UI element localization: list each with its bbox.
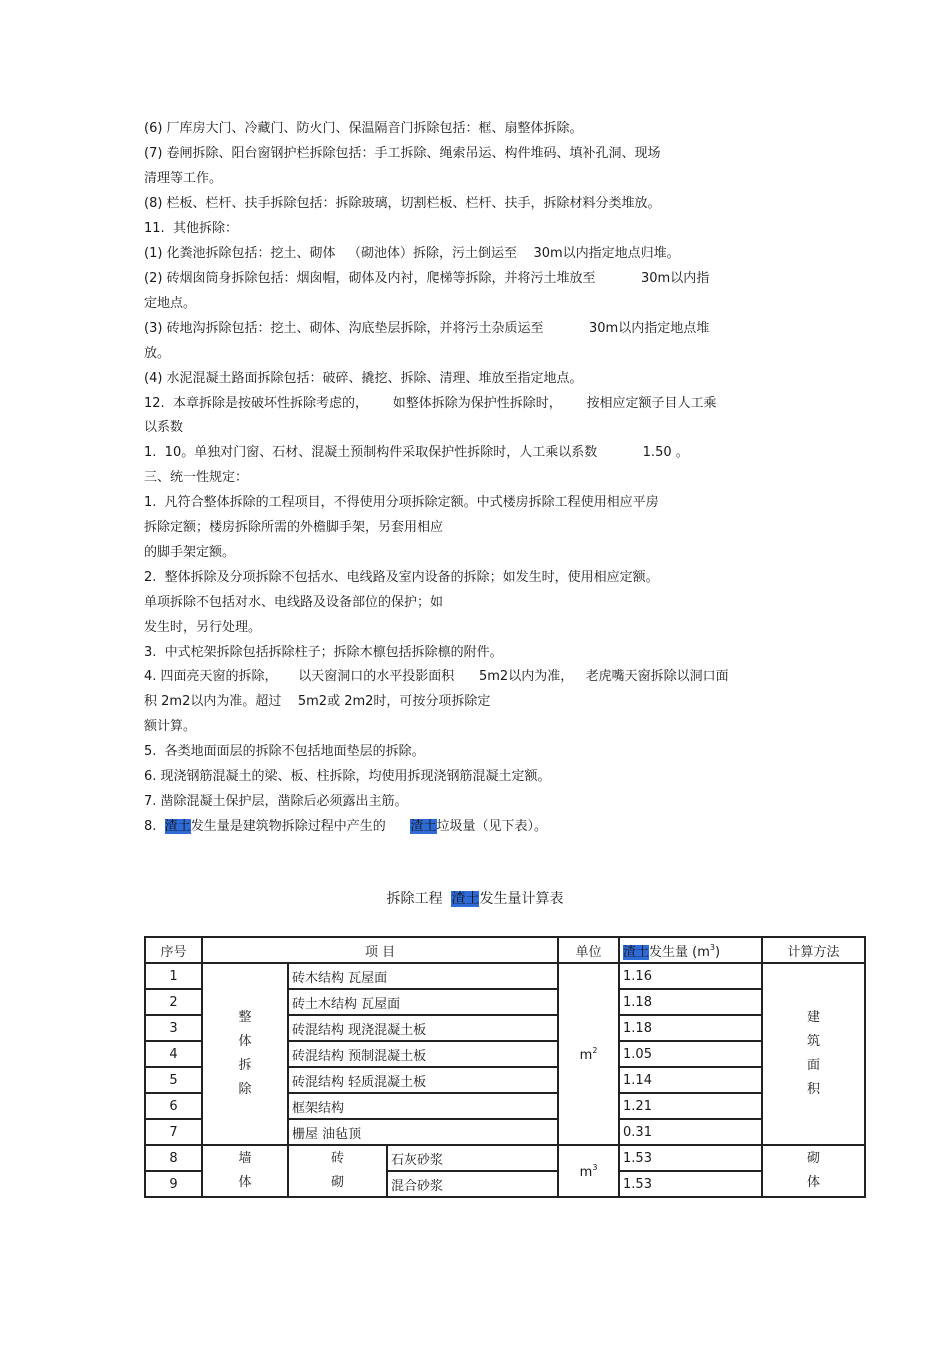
method-masonry: [763, 1146, 866, 1198]
text-line-8: [144, 819, 547, 835]
row-no: 8: [146, 1146, 203, 1172]
text-line: 清理等工作。: [144, 171, 223, 186]
highlight-term: 渣土: [164, 819, 191, 834]
header-amount-text: 发生量 (m: [649, 944, 710, 960]
line8-prefix: 8.: [144, 819, 165, 834]
text-line: (1) 化粪池拆除包括：挖土、砌体 （砌池体）拆除，污土倒运至 30m以内指定地点归堆。: [144, 246, 680, 261]
text-line: 4. 四面亮天窗的拆除， 以天窗洞口的水平投影面积 5m2以内为准， 老虎嘴天窗拆除以洞口面: [144, 669, 729, 684]
method-char: 砌: [807, 1151, 821, 1166]
row-amount: 1.53: [620, 1172, 763, 1198]
text-line: (8) 栏板、栏杆、扶手拆除包括：拆除玻璃，切割栏板、栏杆、扶手，拆除材料分类堆放。: [144, 196, 661, 211]
row-item: 砖混结构 预制混凝土板: [289, 1042, 559, 1068]
text-line: 1. 10。单独对门窗、石材、混凝土预制构件采取保护性拆除时，人工乘以系数 1.50 。: [144, 445, 689, 460]
row-no: 4: [146, 1042, 203, 1068]
table-row: [146, 964, 866, 990]
unit-m2: [559, 964, 620, 1146]
caption-pre: 拆除工程: [386, 891, 452, 907]
text-line: 以系数: [144, 420, 184, 435]
text-line: (6) 厂库房大门、冷藏门、防火门、保温隔音门拆除包括：框、扇整体拆除。: [144, 121, 583, 136]
row-item: 砖混结构 轻质混凝土板: [289, 1068, 559, 1094]
text-line: 定地点。: [144, 296, 197, 311]
text-line: 6. 现浇钢筋混凝土的梁、板、柱拆除，均使用拆现浇钢筋混凝土定额。: [144, 769, 551, 784]
row-amount: 1.18: [620, 1016, 763, 1042]
line8-mid: 发生量是建筑物拆除过程中产生的: [190, 819, 411, 834]
text-line: 单项拆除不包括对水、电线路及设备部位的保护；如: [144, 595, 444, 610]
group-char: 除: [238, 1082, 252, 1097]
row-item: 栅屋 油毡顶: [289, 1120, 559, 1146]
row-amount: 1.14: [620, 1068, 763, 1094]
text-line: 额计算。: [144, 719, 197, 734]
group-whole-demolition: [203, 964, 289, 1146]
text-line: (7) 卷闸拆除、阳台窗钢护栏拆除包括：手工拆除、绳索吊运、构件堆码、填补孔洞、现场: [144, 146, 661, 161]
group-char: 体: [238, 1034, 252, 1049]
text-line: 7. 凿除混凝土保护层，凿除后必须露出主筋。: [144, 794, 408, 809]
row-amount: 1.05: [620, 1042, 763, 1068]
group-brick-masonry: [289, 1146, 388, 1198]
unit-sup: 3: [592, 1162, 598, 1172]
row-item: 砖木结构 瓦屋面: [289, 964, 559, 990]
row-amount: 1.16: [620, 964, 763, 990]
line8-suffix: 垃圾量（见下表）。: [436, 819, 548, 834]
row-no: 3: [146, 1016, 203, 1042]
text-line: 的脚手架定额。: [144, 545, 236, 560]
text-line: 12. 本章拆除是按破坏性拆除考虑的， 如整体拆除为保护性拆除时， 按相应定额子目人工乘: [144, 396, 717, 411]
header-unit: 单位: [559, 938, 620, 964]
text-line: 放。: [144, 346, 171, 361]
method-building-area: [763, 964, 866, 1146]
method-char: 建: [807, 1010, 821, 1025]
row-amount: 1.21: [620, 1094, 763, 1120]
method-char: 面: [807, 1058, 821, 1073]
row-no: 9: [146, 1172, 203, 1198]
group-char: 整: [238, 1010, 252, 1025]
text-line: (3) 砖地沟拆除包括：挖土、砌体、沟底垫层拆除，并将污土杂质运至 30m以内指定地点堆: [144, 321, 710, 336]
group-wall: [203, 1146, 289, 1198]
table-caption: [0, 889, 950, 909]
group-char: 体: [238, 1175, 252, 1190]
header-amount-close: ): [715, 944, 721, 960]
text-line: 积 2m2以内为准。超过 5m2或 2m2时，可按分项拆除定: [144, 694, 491, 709]
row-no: 6: [146, 1094, 203, 1120]
header-amount-sup: 3: [709, 942, 716, 952]
caption-post: 发生量计算表: [479, 891, 564, 907]
text-line: 11. 其他拆除：: [144, 221, 238, 236]
header-no: 序号: [146, 938, 203, 964]
text-line: 2. 整体拆除及分项拆除不包括水、电线路及室内设备的拆除；如发生时，使用相应定额。: [144, 570, 659, 585]
header-item: 项 目: [203, 938, 559, 964]
highlight-term: 渣土: [451, 891, 480, 907]
text-line: 1. 凡符合整体拆除的工程项目，不得使用分项拆除定额。中式楼房拆除工程使用相应平房: [144, 495, 659, 510]
row-amount: 1.18: [620, 990, 763, 1016]
row-no: 1: [146, 964, 203, 990]
text-line: 三、统一性规定：: [144, 470, 249, 485]
row-item: 砖土木结构 瓦屋面: [289, 990, 559, 1016]
highlight-term: 渣土: [623, 944, 650, 960]
row-item: 框架结构: [289, 1094, 559, 1120]
method-char: 筑: [807, 1034, 821, 1049]
unit-m3: [559, 1146, 620, 1198]
debris-table: [144, 936, 866, 1198]
row-amount: 1.53: [620, 1146, 763, 1172]
group-char: 砖: [330, 1151, 344, 1166]
text-line: (4) 水泥混凝土路面拆除包括：破碎、撬挖、拆除、清理、堆放至指定地点。: [144, 371, 583, 386]
table-row: [146, 1146, 866, 1172]
header-method: 计算方法: [763, 938, 866, 964]
highlight-term: 渣土: [410, 819, 437, 834]
text-line: 3. 中式柁架拆除包括拆除柱子；拆除木檩包括拆除檩的附件。: [144, 645, 503, 660]
row-item: 砖混结构 现浇混凝土板: [289, 1016, 559, 1042]
text-line: 5. 各类地面面层的拆除不包括地面垫层的拆除。: [144, 744, 425, 759]
table-header-row: [146, 938, 866, 964]
text-line: 发生时，另行处理。: [144, 620, 262, 635]
unit-text: m: [579, 1164, 593, 1180]
header-amount: [620, 938, 763, 964]
group-char: 墙: [238, 1151, 252, 1166]
group-char: 砌: [330, 1175, 344, 1190]
method-char: 体: [807, 1175, 821, 1190]
row-amount: 0.31: [620, 1120, 763, 1146]
unit-sup: 2: [592, 1045, 598, 1055]
row-no: 7: [146, 1120, 203, 1146]
method-char: 积: [807, 1082, 821, 1097]
group-char: 拆: [238, 1058, 252, 1073]
row-no: 2: [146, 990, 203, 1016]
row-no: 5: [146, 1068, 203, 1094]
text-line: 拆除定额；楼房拆除所需的外檐脚手架，另套用相应: [144, 520, 444, 535]
row-item: 混合砂浆: [388, 1172, 559, 1198]
text-line: (2) 砖烟囱筒身拆除包括：烟囱帽，砌体及内衬，爬梯等拆除，并将污土堆放至 30m以内指: [144, 271, 710, 286]
unit-text: m: [579, 1047, 593, 1063]
row-item: 石灰砂浆: [388, 1146, 559, 1172]
